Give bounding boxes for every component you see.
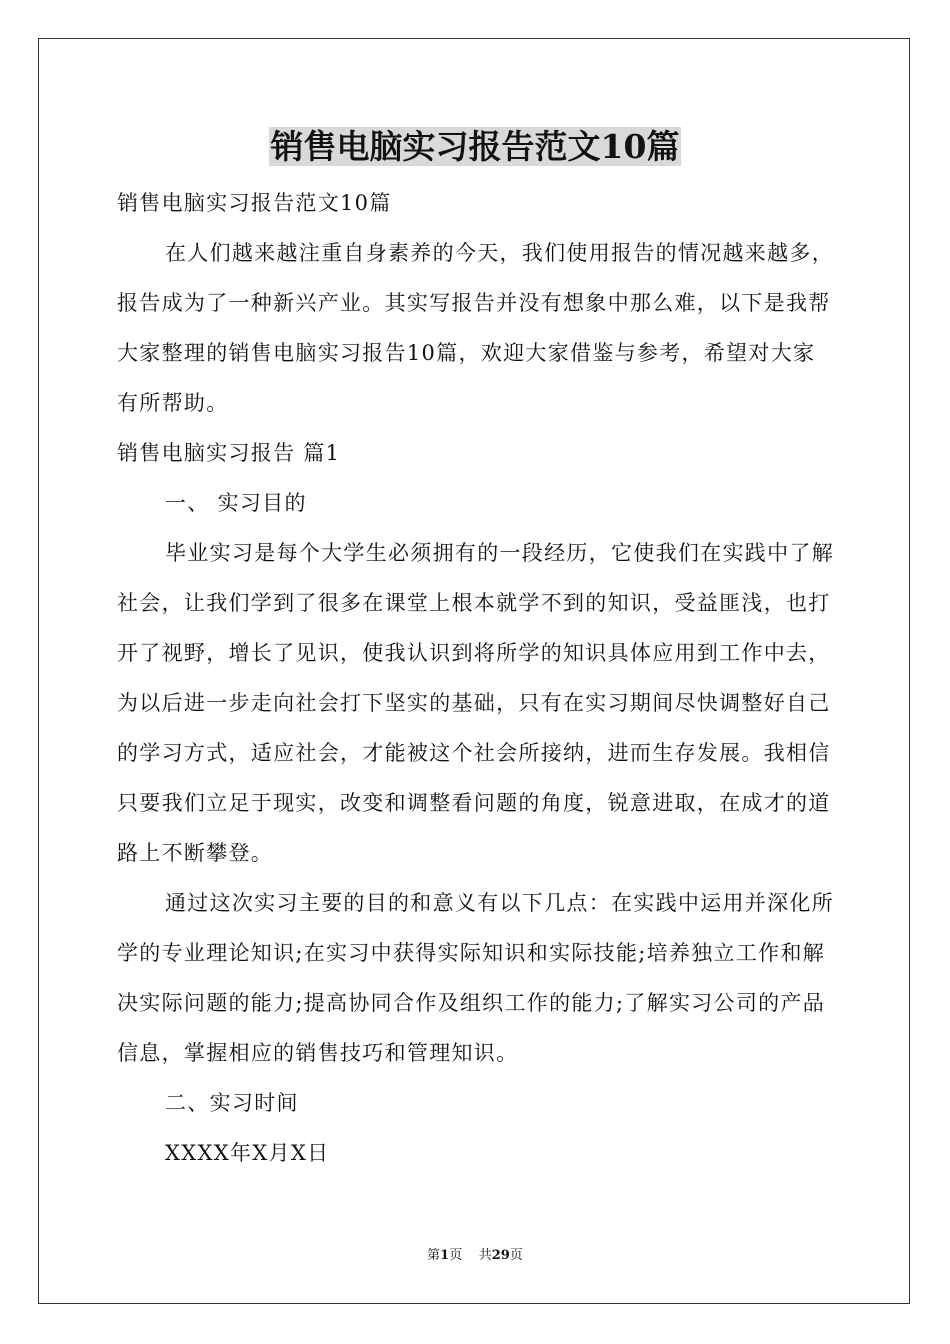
page-mid: 页 共: [449, 1248, 492, 1263]
page-prefix: 第: [427, 1248, 441, 1263]
document-title: [0, 122, 950, 172]
page-total-number: 29: [491, 1248, 510, 1263]
part1-paragraph-2: 通过这次实习主要的目的和意义有以下几点：在实践中运用并深化所学的专业理论知识;在实习中获得实际知识和实际技能;培养独立工作和解决实际问题的能力;提高协同合作及组织工作的能力;了解实习公司的产品信息，掌握相应的销售技巧和管理知识。: [117, 891, 834, 1065]
page-suffix: 页: [509, 1248, 523, 1263]
page-current-number: 1: [440, 1248, 450, 1263]
section-heading: 销售电脑实习报告 篇1: [117, 441, 341, 465]
part1-heading: 一、 实习目的: [165, 491, 307, 515]
document-body: [117, 178, 837, 1178]
page-footer: [0, 1246, 950, 1266]
part2-date: XXXX年X月X日: [165, 1141, 330, 1165]
document-title-text: 销售电脑实习报告范文10篇: [270, 127, 680, 166]
document-subtitle: 销售电脑实习报告范文10篇: [117, 191, 392, 215]
intro-paragraph: 在人们越来越注重自身素养的今天，我们使用报告的情况越来越多，报告成为了一种新兴产业。其实写报告并没有想象中那么难，以下是我帮大家整理的销售电脑实习报告10篇，欢迎大家借鉴与参考，希望对大家有所帮助。: [117, 241, 834, 415]
part1-paragraph-1: 毕业实习是每个大学生必须拥有的一段经历，它使我们在实践中了解社会，让我们学到了很多在课堂上根本就学不到的知识，受益匪浅，也打开了视野，增长了见识，使我认识到将所学的知识具体应用到工作中去，为以后进一步走向社会打下坚实的基础，只有在实习期间尽快调整好自己的学习方式，适应社会，才能被这个社会所接纳，进而生存发展。我相信只要我们立足于现实，改变和调整看问题的角度，锐意进取，在成才的道路上不断攀登。: [117, 541, 834, 865]
part2-heading: 二、实习时间: [165, 1091, 299, 1115]
